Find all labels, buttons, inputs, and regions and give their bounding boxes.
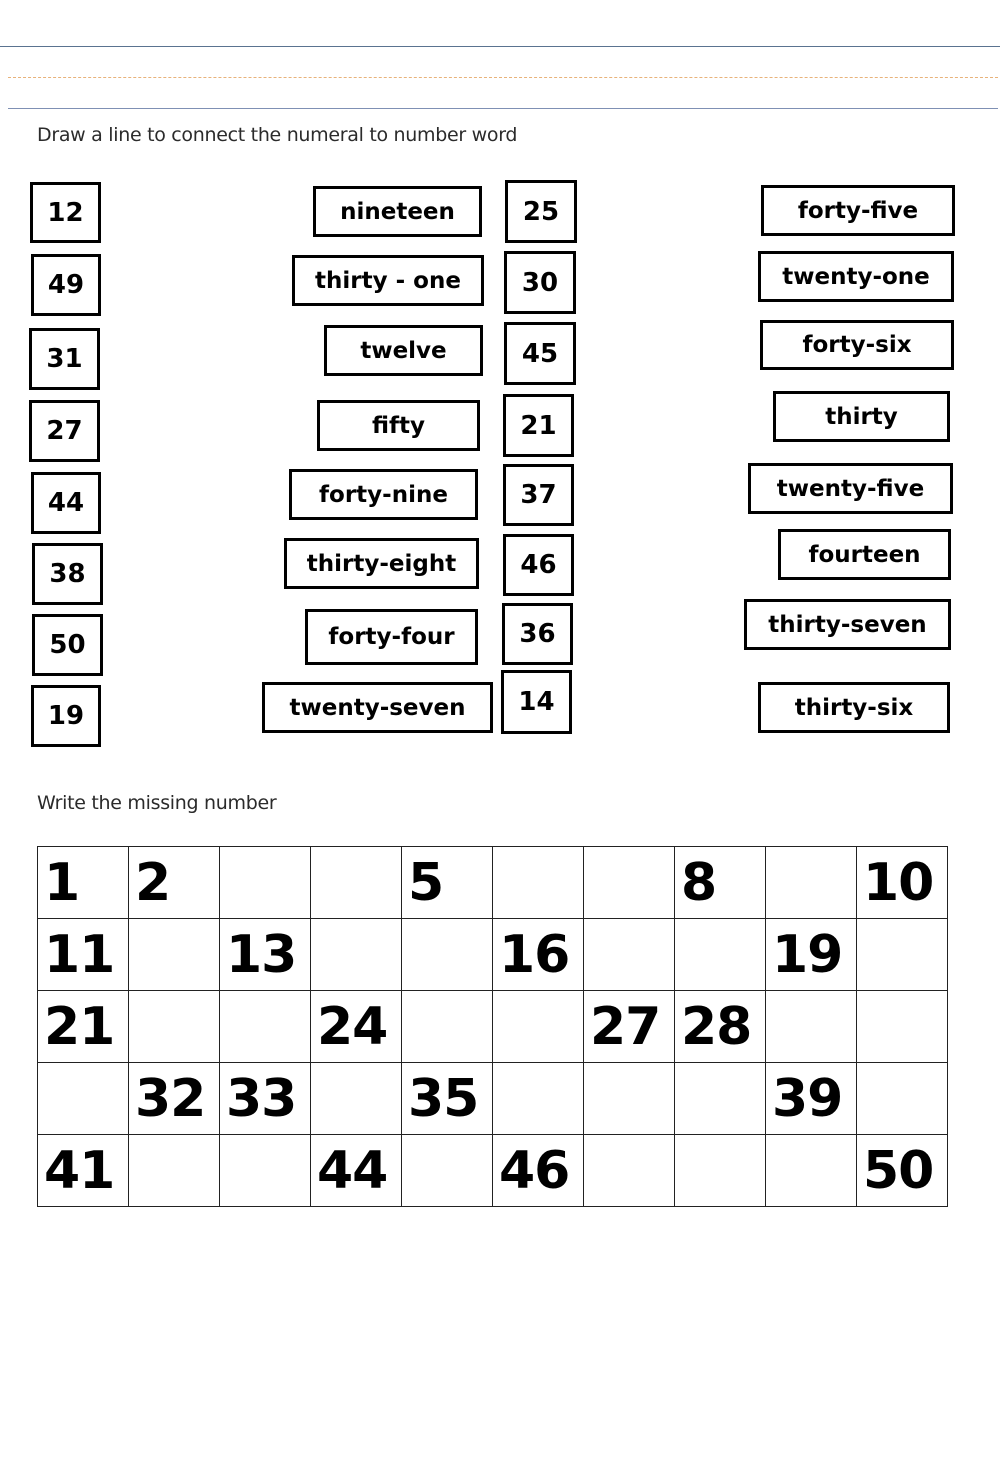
word-box[interactable]: thirty - one [292, 255, 484, 306]
grid-cell: 41 [38, 1135, 129, 1207]
grid-cell: 33 [220, 1063, 311, 1135]
grid-cell: 16 [493, 919, 584, 991]
grid-row [38, 919, 948, 991]
grid-cell: 46 [493, 1135, 584, 1207]
grid-cell-blank[interactable] [129, 991, 220, 1063]
grid-cell: 10 [857, 847, 948, 919]
grid-cell-blank[interactable] [675, 919, 766, 991]
grid-cell: 39 [766, 1063, 857, 1135]
grid-cell-blank[interactable] [38, 1063, 129, 1135]
word-box[interactable]: twelve [324, 325, 483, 376]
word-box[interactable]: twenty-seven [262, 682, 493, 733]
grid-cell-blank[interactable] [220, 1135, 311, 1207]
numeral-box[interactable]: 49 [31, 254, 101, 316]
grid-cell-blank[interactable] [129, 919, 220, 991]
grid-cell: 8 [675, 847, 766, 919]
number-grid [37, 846, 948, 1207]
numeral-box[interactable]: 19 [31, 685, 101, 747]
grid-cell-blank[interactable] [402, 991, 493, 1063]
grid-cell-blank[interactable] [857, 991, 948, 1063]
numeral-box[interactable]: 12 [30, 182, 101, 243]
word-box[interactable]: nineteen [313, 186, 482, 237]
grid-cell-blank[interactable] [766, 1135, 857, 1207]
grid-cell-blank[interactable] [129, 1135, 220, 1207]
numeral-box[interactable]: 50 [32, 614, 103, 676]
word-box[interactable]: fourteen [778, 529, 951, 580]
grid-cell-blank[interactable] [584, 847, 675, 919]
word-box[interactable]: thirty-six [758, 682, 950, 733]
numeral-box[interactable]: 21 [503, 394, 574, 457]
word-box[interactable]: forty-six [760, 320, 954, 370]
numeral-box[interactable]: 37 [503, 464, 574, 526]
numeral-box[interactable]: 25 [505, 180, 577, 243]
grid-cell-blank[interactable] [402, 1135, 493, 1207]
grid-cell: 1 [38, 847, 129, 919]
numeral-box[interactable]: 14 [501, 670, 572, 734]
matching-instruction: Draw a line to connect the numeral to number word [37, 124, 518, 146]
grid-cell: 24 [311, 991, 402, 1063]
word-box[interactable]: thirty [773, 391, 950, 442]
numeral-box[interactable]: 31 [29, 328, 100, 390]
grid-cell: 44 [311, 1135, 402, 1207]
numeral-box[interactable]: 27 [29, 400, 100, 462]
header-rule-top [0, 46, 1000, 47]
grid-cell: 27 [584, 991, 675, 1063]
grid-cell-blank[interactable] [857, 1063, 948, 1135]
word-box[interactable]: thirty-eight [284, 538, 479, 589]
grid-cell-blank[interactable] [220, 847, 311, 919]
word-box[interactable]: fifty [317, 400, 480, 451]
numeral-box[interactable]: 44 [31, 472, 101, 534]
numeral-box[interactable]: 46 [503, 534, 574, 596]
grid-cell-blank[interactable] [584, 1063, 675, 1135]
grid-cell-blank[interactable] [493, 991, 584, 1063]
grid-cell-blank[interactable] [311, 847, 402, 919]
header-rule-dashed [8, 77, 998, 78]
grid-cell-blank[interactable] [857, 919, 948, 991]
grid-row [38, 847, 948, 919]
grid-cell: 32 [129, 1063, 220, 1135]
grid-cell-blank[interactable] [675, 1063, 766, 1135]
grid-row [38, 1063, 948, 1135]
grid-cell: 5 [402, 847, 493, 919]
numeral-box[interactable]: 38 [32, 543, 103, 605]
missing-number-instruction: Write the missing number [37, 792, 277, 814]
grid-cell: 50 [857, 1135, 948, 1207]
grid-cell-blank[interactable] [493, 1063, 584, 1135]
grid-cell: 11 [38, 919, 129, 991]
word-box[interactable]: forty-five [761, 185, 955, 236]
grid-row [38, 1135, 948, 1207]
grid-cell: 13 [220, 919, 311, 991]
word-box[interactable]: thirty-seven [744, 599, 951, 650]
grid-cell: 21 [38, 991, 129, 1063]
grid-cell-blank[interactable] [220, 991, 311, 1063]
numeral-box[interactable]: 36 [502, 603, 573, 665]
grid-cell-blank[interactable] [766, 991, 857, 1063]
numeral-box[interactable]: 45 [504, 322, 576, 385]
word-box[interactable]: forty-four [305, 609, 478, 665]
grid-cell-blank[interactable] [493, 847, 584, 919]
grid-cell: 19 [766, 919, 857, 991]
grid-cell-blank[interactable] [766, 847, 857, 919]
grid-cell: 35 [402, 1063, 493, 1135]
word-box[interactable]: forty-nine [289, 469, 478, 520]
grid-row [38, 991, 948, 1063]
grid-cell-blank[interactable] [311, 1063, 402, 1135]
header-rule-bottom [8, 108, 998, 109]
word-box[interactable]: twenty-one [758, 251, 954, 302]
grid-cell-blank[interactable] [584, 919, 675, 991]
grid-cell: 28 [675, 991, 766, 1063]
word-box[interactable]: twenty-five [748, 463, 953, 514]
numeral-box[interactable]: 30 [504, 251, 576, 314]
grid-cell-blank[interactable] [584, 1135, 675, 1207]
grid-cell-blank[interactable] [402, 919, 493, 991]
grid-cell: 2 [129, 847, 220, 919]
grid-cell-blank[interactable] [311, 919, 402, 991]
grid-cell-blank[interactable] [675, 1135, 766, 1207]
